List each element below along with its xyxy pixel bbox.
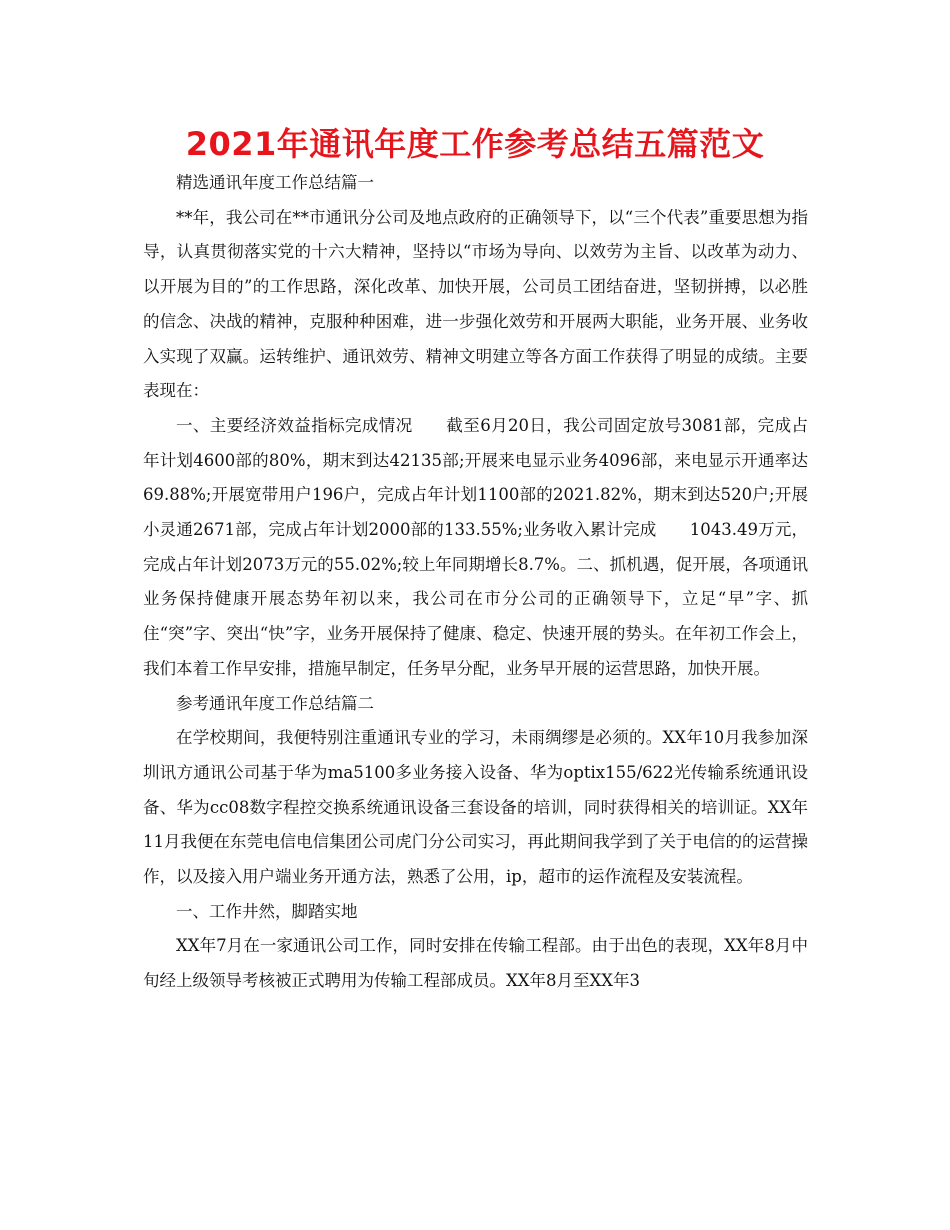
document-title: 2021年通讯年度工作参考总结五篇范文 [185, 125, 765, 163]
paragraph-2: 一、主要经济效益指标完成情况 截至6月20日，我公司固定放号3081部，完成占年计划4600部的80%，期末到达42135部;开展来电显示业务4096部，来电显示开通率达69.88%;开展宽带用户196户，完成占年计划1100部的2021.82%，期末到达520户;开展小灵通2671部，完成占年计划2000部的133.55%;业务收入累计完成 1043.49万元，完成占年计划2073万元的55.02%;较上年同期增长8.7%。二、抓机遇，促开展，各项通讯业务保持健康开展态势年初以来，我公司在市分公司的正确领导下，立足“早”字、抓住“突”字、突出“快”字，业务开展保持了健康、稳定、快速开展的势头。在年初工作会上，我们本着工作早安排，措施早制定，任务早分配，业务早开展的运营思路，加快开展。 [143, 415, 808, 678]
paragraph-3: 在学校期间，我便特别注重通讯专业的学习，未雨绸缪是必须的。XX年10月我参加深圳讯方通讯公司基于华为ma5100多业务接入设备、华为optix155/622光传输系统通讯设备、华为cc08数字程控交换系统通讯设备三套设备的培训，同时获得相关的培训证。XX年11月我便在东莞电信电信集团公司虎门分公司实习，再此期间我学到了关于电信的的运营操作，以及接入用户端业务开通方法，熟悉了公用，ip，超市的运作流程及安装流程。 [143, 728, 808, 887]
subheading-1: 一、工作井然，脚踏实地 [176, 901, 358, 921]
paragraph-4: XX年7月在一家通讯公司工作，同时安排在传输工程部。由于出色的表现，XX年8月中旬经上级领导考核被正式聘用为传输工程部成员。XX年8月至XX年3 [143, 936, 808, 991]
paragraph-1: **年，我公司在**市通讯分公司及地点政府的正确领导下，以“三个代表”重要思想为指导，认真贯彻落实党的十六大精神，坚持以“市场为导向、以效劳为主旨、以改革为动力、以开展为目的”的工作思路，深化改革、加快开展，公司员工团结奋进，坚韧拼搏，以必胜的信念、决战的精神，克服种种困难，进一步强化效劳和开展两大职能，业务开展、业务收入实现了双赢。运转维护、通讯效劳、精神文明建立等各方面工作获得了明显的成绩。主要表现在： [143, 207, 808, 401]
section-heading-1: 精选通讯年度工作总结篇一 [176, 173, 374, 192]
section-heading-2: 参考通讯年度工作总结篇二 [176, 693, 374, 713]
document-body [143, 166, 808, 999]
